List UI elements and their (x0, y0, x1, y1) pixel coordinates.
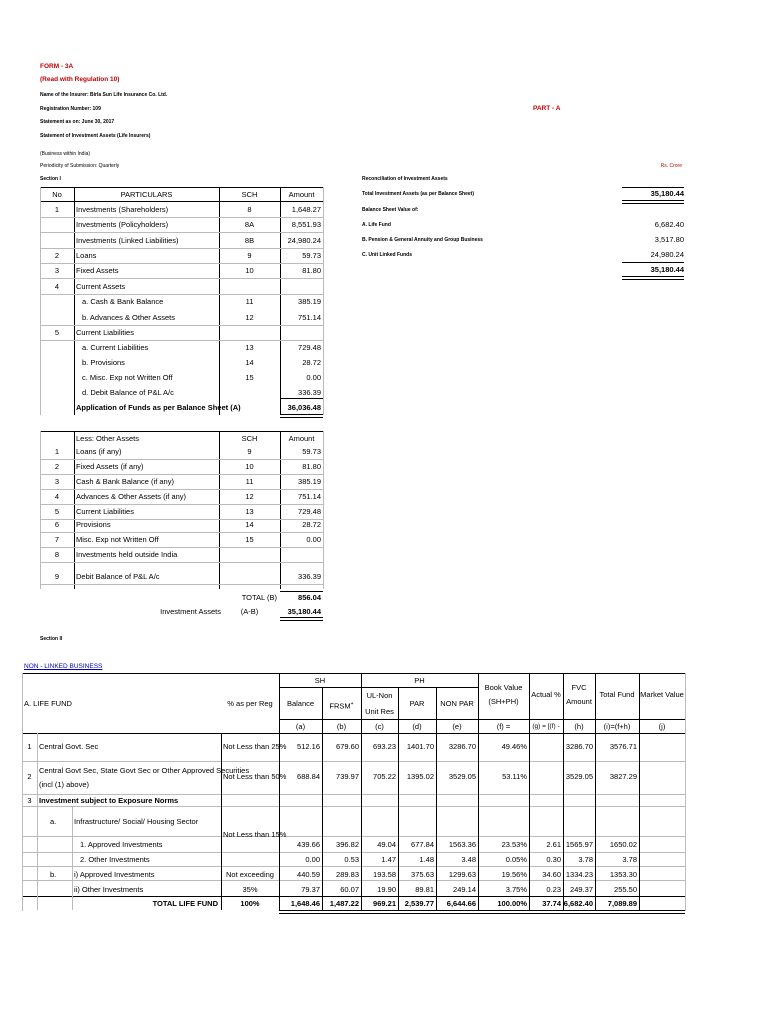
investment-assets-formula: (A-B) (240, 607, 259, 616)
s2-row-particular: Provisions (76, 520, 111, 529)
cell-value: 1353.30 (609, 870, 637, 879)
label-f: (f) = (496, 722, 511, 731)
form-title: FORM - 3A (40, 63, 74, 70)
col-sch-header: SCH (241, 190, 258, 199)
cell-value: 53.11% (502, 772, 527, 781)
fvc-amount-header: Amount (566, 697, 592, 706)
row-2-name-1: Central Govt Sec, State Govt Sec or Other Approved Securities (39, 766, 250, 775)
s1-row-sch: 8B (244, 236, 255, 245)
section-2-label: Section II (40, 636, 63, 642)
s1-row-no: 3 (54, 266, 60, 275)
row-3-no: 3 (27, 796, 32, 805)
s2-row-sch: 11 (245, 477, 254, 486)
s2-row-no: 1 (54, 447, 60, 456)
s2-row-divider (40, 547, 323, 548)
s2-row-amount: 385.19 (298, 477, 321, 486)
s2-row-no: 3 (54, 477, 60, 486)
recon-item-value: 3,517.80 (654, 235, 684, 244)
cell-value: 1334.23 (565, 870, 593, 879)
s1-row-divider (40, 278, 323, 279)
recon-sum-value: 35,180.44 (650, 265, 684, 274)
s2-row-particular: Advances & Other Assets (if any) (76, 492, 187, 501)
cell-value: 0.05% (505, 855, 527, 864)
s2-row-particular: Investments held outside India (76, 550, 178, 559)
currency-unit: Rs. Crore (660, 163, 682, 169)
label-a: (a) (295, 722, 306, 731)
s2-amount-header: Amount (288, 434, 315, 443)
cell-value: 2,539.77 (404, 899, 434, 908)
cell-value: 19.90 (377, 885, 396, 894)
s1-row-particular: a. Current Liabilities (82, 343, 149, 352)
s2-row-amount: 81.80 (302, 462, 321, 471)
s1-row-no: 4 (54, 282, 60, 291)
s2-row-amount: 59.73 (302, 447, 321, 456)
s1-row-sch: 15 (245, 373, 254, 382)
non-linked-business-title: NON - LINKED BUSINESS (24, 663, 103, 670)
s2-row-sch: 9 (247, 447, 252, 456)
detail-row-name: i) Approved Investments (74, 870, 155, 879)
recon-total-value: 35,180.44 (650, 189, 684, 198)
cell-value: 249.37 (570, 885, 593, 894)
cell-value: 512.16 (297, 742, 320, 751)
cell-value: 1.48 (419, 855, 434, 864)
s2-row-amount: 0.00 (306, 535, 321, 544)
s1-row-no: 1 (54, 205, 60, 214)
row-b-reg-1: Not exceeding (226, 870, 274, 879)
label-h: (h) (574, 722, 584, 731)
cell-value: 1.47 (381, 855, 396, 864)
row-a-name: Infrastructure/ Social/ Housing Sector (74, 817, 199, 826)
sh-header: SH (314, 676, 326, 685)
s1-row-amount: 0.00 (306, 373, 321, 382)
cell-value: 2.61 (546, 840, 561, 849)
s2-row-divider (40, 504, 323, 505)
cell-value: 37.74 (542, 899, 561, 908)
cell-value: 3.78 (578, 855, 593, 864)
statement-title: Statement of Investment Assets (Life Insurers) (40, 133, 151, 139)
label-c: (c) (375, 722, 384, 731)
s1-row-sch: 8 (247, 205, 252, 214)
s1-row-particular: b. Advances & Other Assets (82, 313, 175, 322)
s1-row-particular: d. Debit Balance of P&L A/c (82, 388, 174, 397)
total-b-label: TOTAL (B) (241, 593, 277, 602)
cell-value: 396.82 (336, 840, 359, 849)
cell-value: 3529.05 (448, 772, 476, 781)
s2-row-no: 7 (54, 535, 60, 544)
cell-value: 1,648.46 (290, 899, 320, 908)
frsm-superscript: + (350, 701, 354, 707)
s1-row-divider (40, 217, 323, 218)
s2-row-divider (40, 562, 323, 563)
recon-item-label: C. Unit Linked Funds (362, 252, 412, 258)
application-of-funds-label: Application of Funds as per Balance Sheet (A) (76, 403, 241, 412)
s1-row-amount: 729.48 (298, 343, 321, 352)
s1-row-particular: Investments (Policyholders) (76, 220, 169, 229)
life-fund-header: A. LIFE FUND (24, 699, 72, 708)
application-of-funds-value: 36,036.48 (287, 403, 321, 412)
cell-value: 1401.70 (406, 742, 434, 751)
s2-row-divider (40, 532, 323, 533)
s1-row-sch: 8A (244, 220, 255, 229)
cell-value: 3286.70 (565, 742, 593, 751)
recon-total-label: Total Investment Assets (as per Balance Sheet) (362, 191, 474, 197)
cell-value: 6,644.66 (446, 899, 476, 908)
recon-item-label: A. Life Fund (362, 222, 391, 228)
row-a-no: a. (50, 817, 57, 826)
s2-row-particular: Fixed Assets (if any) (76, 462, 144, 471)
fvc-header: FVC (571, 683, 587, 692)
row-3-name: Investment subject to Exposure Norms (39, 796, 179, 805)
cell-value: 193.58 (373, 870, 396, 879)
cell-value: 7,089.89 (607, 899, 637, 908)
s1-row-amount: 28.72 (302, 358, 321, 367)
sh-ph-header: (SH+PH) (488, 697, 519, 706)
label-d: (d) (412, 722, 422, 731)
cell-value: 3.78 (622, 855, 637, 864)
s2-row-particular: Cash & Bank Balance (if any) (76, 477, 174, 486)
s2-row-amount: 729.48 (298, 507, 321, 516)
s2-row-no: 5 (54, 507, 60, 516)
s1-row-amount: 751.14 (298, 313, 321, 322)
total-life-fund-reg: 100% (240, 899, 260, 908)
recon-item-label: B. Pension & General Annuity and Group Business (362, 237, 483, 243)
s1-row-sch: 9 (247, 251, 252, 260)
s1-row-sch: 12 (245, 313, 254, 322)
s2-row-no: 4 (54, 492, 60, 501)
s1-row-amount: 59.73 (302, 251, 321, 260)
par-header: PAR (409, 699, 425, 708)
col-particulars-header: PARTICULARS (120, 190, 173, 199)
cell-value: 3.48 (461, 855, 476, 864)
book-value-header: Book Value (484, 683, 523, 692)
s2-row-amount: 336.39 (298, 572, 321, 581)
s1-row-amount: 385.19 (298, 297, 321, 306)
cell-value: 3576.71 (609, 742, 637, 751)
s2-row-divider (40, 474, 323, 475)
cell-value: 19.56% (501, 870, 527, 879)
label-i: (i)=(f+h) (603, 722, 631, 731)
cell-value: 0.00 (305, 855, 320, 864)
total-life-fund-label: TOTAL LIFE FUND (152, 899, 218, 908)
cell-value: 3286.70 (448, 742, 476, 751)
s2-row-no: 6 (54, 520, 60, 529)
s2-sch-header: SCH (241, 434, 258, 443)
s1-row-divider (40, 232, 323, 233)
label-j: (j) (658, 722, 666, 731)
s2-row-sch: 12 (245, 492, 254, 501)
cell-value: 1299.63 (448, 870, 476, 879)
s2-row-no: 8 (54, 550, 60, 559)
s1-row-particular: Loans (76, 251, 97, 260)
form-subtitle: (Read with Regulation 10) (40, 76, 120, 83)
label-b: (b) (336, 722, 347, 731)
registration-number: Registration Number: 109 (40, 106, 101, 112)
cell-value: 969.21 (373, 899, 396, 908)
cell-value: 49.04 (377, 840, 396, 849)
section-1-label: Section I (40, 176, 61, 182)
recon-title: Reconciliation of Investment Assets (362, 176, 448, 182)
cell-value: 89.81 (415, 885, 434, 894)
detail-row-name: 2. Other Investments (80, 855, 150, 864)
cell-value: 3.75% (505, 885, 527, 894)
actual-pct-header: Actual % (531, 690, 561, 699)
s1-row-divider (40, 248, 323, 249)
s2-row-particular: Current Liabilities (76, 507, 134, 516)
s1-row-particular: a. Cash & Bank Balance (82, 297, 164, 306)
s1-row-no: 2 (54, 251, 60, 260)
detail-row-name: ii) Other Investments (74, 885, 144, 894)
row-1-name: Central Govt. Sec (39, 742, 99, 751)
s1-row-sch: 11 (245, 297, 254, 306)
cell-value: 375.63 (411, 870, 434, 879)
ulnon-header: UL-Non (366, 691, 393, 700)
cell-value: 0.53 (344, 855, 359, 864)
s1-row-particular: Investments (Linked Liabilities) (76, 236, 179, 245)
cell-value: 0.30 (546, 855, 561, 864)
s1-row-particular: c. Misc. Exp not Written Off (82, 373, 173, 382)
row-1-reg: Not Less than 25% (223, 742, 287, 751)
s1-row-divider (40, 325, 323, 326)
frsm-header: FRSM+ (329, 701, 354, 711)
s2-row-particular: Misc. Exp not Written Off (76, 535, 159, 544)
cell-value: 1395.02 (406, 772, 434, 781)
cell-value: 34.60 (542, 870, 561, 879)
cell-value: 289.83 (336, 870, 359, 879)
cell-value: 705.22 (373, 772, 396, 781)
label-e: (e) (452, 722, 462, 731)
s1-row-sch: 13 (245, 343, 254, 352)
col-amount-header: Amount (288, 190, 315, 199)
pct-reg-header: % as per Reg (227, 699, 273, 708)
cell-value: 677.84 (411, 840, 434, 849)
s1-row-amount: 81.80 (302, 266, 321, 275)
row-1-no: 1 (27, 742, 32, 751)
cell-value: 679.60 (336, 742, 359, 751)
recon-bs-label: Balance Sheet Value of: (362, 207, 419, 213)
s1-row-amount: 8,551.93 (291, 220, 321, 229)
cell-value: 1565.97 (565, 840, 593, 849)
row-b-reg-2: 35% (242, 885, 258, 894)
nonpar-header: NON PAR (440, 699, 474, 708)
balance-header: Balance (286, 699, 315, 708)
insurer-name: Name of the Insurer: Birla Sun Life Insurance Co. Ltd. (40, 92, 168, 98)
s1-row-particular: b. Provisions (82, 358, 125, 367)
statement-date: Statement as on: June 30, 2017 (40, 119, 115, 125)
cell-value: 255.50 (614, 885, 637, 894)
s1-row-particular: Current Liabilities (76, 328, 134, 337)
s2-row-amount: 28.72 (302, 520, 321, 529)
investment-assets-value: 35,180.44 (287, 607, 321, 616)
s2-row-sch: 15 (245, 535, 254, 544)
s1-row-amount: 1,648.27 (291, 205, 321, 214)
cell-value: 439.66 (297, 840, 320, 849)
cell-value: 688.84 (297, 772, 320, 781)
cell-value: 693.23 (373, 742, 396, 751)
s1-row-divider (40, 340, 323, 341)
s2-row-amount: 751.14 (298, 492, 321, 501)
label-g: (g) = [(f) - (532, 723, 560, 730)
recon-item-value: 24,980.24 (650, 250, 684, 259)
s1-row-sch: 10 (245, 266, 254, 275)
cell-value: 100.00% (497, 899, 527, 908)
cell-value: 3827.29 (609, 772, 637, 781)
col-no-header: No (52, 190, 62, 199)
cell-value: 0.23 (546, 885, 561, 894)
investment-assets-label: Investment Assets (160, 607, 221, 616)
cell-value: 1,487.22 (329, 899, 359, 908)
s1-row-particular: Investments (Shareholders) (76, 205, 169, 214)
less-other-assets-header: Less: Other Assets (76, 434, 139, 443)
cell-value: 79.37 (301, 885, 320, 894)
row-b-no: b. (50, 870, 57, 879)
s1-row-particular: Fixed Assets (76, 266, 119, 275)
total-b-value: 856.04 (298, 593, 321, 602)
total-fund-header: Total Fund (599, 690, 635, 699)
s2-row-sch: 10 (245, 462, 254, 471)
s2-row-sch: 13 (245, 507, 254, 516)
cell-value: 739.97 (336, 772, 359, 781)
cell-value: 1650.02 (609, 840, 637, 849)
periodicity: Periodicity of Submission: Quarterly (40, 163, 120, 169)
detail-row-name: 1. Approved Investments (80, 840, 163, 849)
cell-value: 23.53% (501, 840, 527, 849)
s1-row-divider (40, 263, 323, 264)
s2-row-particular: Loans (if any) (76, 447, 122, 456)
s1-row-amount: 336.39 (298, 388, 321, 397)
cell-value: 440.59 (297, 870, 320, 879)
unit-res-header: Unit Res (365, 707, 394, 716)
cell-value: 6,682.40 (563, 899, 593, 908)
recon-item-value: 6,682.40 (654, 220, 684, 229)
cell-value: 1563.36 (448, 840, 476, 849)
cell-value: 49.46% (501, 742, 527, 751)
s2-row-divider (40, 584, 323, 585)
s2-row-sch: 14 (245, 520, 254, 529)
ph-header: PH (414, 676, 425, 685)
s2-row-divider (40, 459, 323, 460)
s1-row-amount: 24,980.24 (287, 236, 321, 245)
market-value-header: Market Value (640, 690, 684, 699)
cell-value: 3529.05 (565, 772, 593, 781)
row-a-reg: Not Less than 15% (223, 830, 287, 839)
row-2-no: 2 (27, 772, 32, 781)
cell-value: 60.07 (340, 885, 359, 894)
row-2-name-2: (incl (1) above) (39, 780, 90, 789)
s2-row-no: 9 (54, 572, 60, 581)
part-a-label: PART - A (533, 105, 561, 112)
s1-row-sch: 14 (245, 358, 254, 367)
row-2-reg: Not Less than 50% (223, 772, 287, 781)
s1-row-divider (40, 294, 323, 295)
s2-row-no: 2 (54, 462, 60, 471)
business-scope: (Business within India) (40, 151, 91, 157)
s2-row-divider (40, 489, 323, 490)
s2-row-particular: Debit Balance of P&L A/c (76, 572, 160, 581)
s1-row-no: 5 (54, 328, 60, 337)
cell-value: 249.14 (453, 885, 476, 894)
s1-row-particular: Current Assets (76, 282, 126, 291)
